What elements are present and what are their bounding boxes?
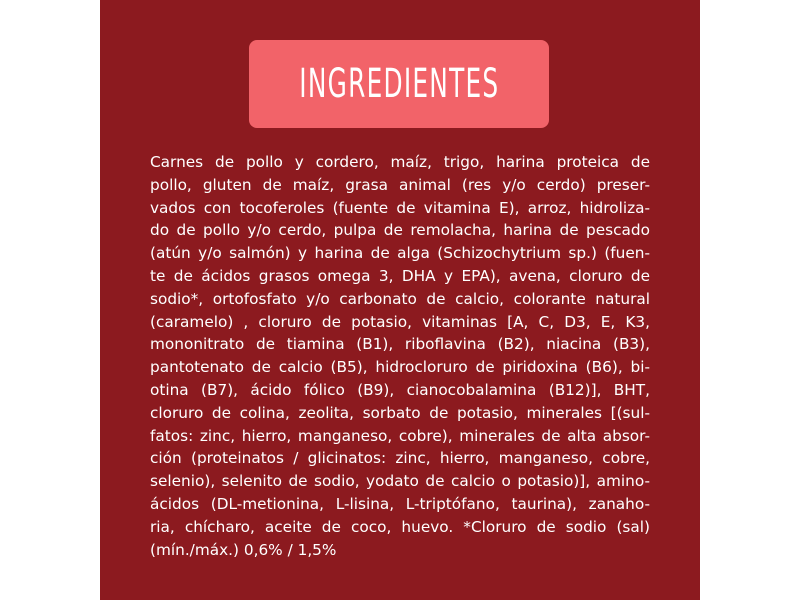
ingredients-line: vados con tocoferoles (fuente de vitamina E), arroz, hidroliza- (150, 198, 650, 217)
ingredients-line: do de pollo y/o cerdo, pulpa de remolacha, harina de pescado (150, 221, 650, 240)
ingredients-line: ácidos (DL-metionina, L-lisina, L-triptófano, taurina), zanaho- (150, 494, 650, 513)
ingredients-line: te de ácidos grasos omega 3, DHA y EPA), avena, cloruro de (150, 266, 650, 285)
ingredients-line: mononitrato de tiamina (B1), riboflavina (B2), niacina (B3), (150, 335, 650, 354)
ingredients-panel (100, 0, 700, 600)
ingredients-line: otina (B7), ácido fólico (B9), cianocobalamina (B12)], BHT, (150, 380, 650, 399)
ingredients-text (150, 151, 650, 561)
ingredients-line: Carnes de pollo y cordero, maíz, trigo, harina proteica de (150, 153, 650, 171)
ingredients-line: ción (proteinatos / glicinatos: zinc, hierro, manganeso, cobre, (150, 449, 650, 468)
title-badge (249, 40, 549, 128)
ingredients-line: ria, chícharo, aceite de coco, huevo. *Cloruro de sodio (sal) (150, 517, 650, 536)
ingredients-line: cloruro de colina, zeolita, sorbato de potasio, minerales [(sul- (150, 403, 650, 422)
ingredients-line: pollo, gluten de maíz, grasa animal (res y/o cerdo) preser- (150, 175, 650, 194)
page-title: INGREDIENTES (298, 61, 500, 107)
ingredients-line: sodio*, ortofosfato y/o carbonato de calcio, colorante natural (150, 289, 650, 308)
ingredients-line: (mín./máx.) 0,6% / 1,5% (150, 540, 337, 559)
ingredients-line: selenio), selenito de sodio, yodato de calcio o potasio)], amino- (150, 472, 650, 491)
ingredients-line: (atún y/o salmón) y harina de alga (Schizochytrium sp.) (fuen- (150, 244, 650, 263)
ingredients-line: (caramelo) , cloruro de potasio, vitaminas [A, C, D3, E, K3, (150, 312, 650, 331)
ingredients-line: pantotenato de calcio (B5), hidrocloruro de piridoxina (B6), bi- (150, 358, 650, 377)
ingredients-line: fatos: zinc, hierro, manganeso, cobre), minerales de alta absor- (150, 426, 650, 445)
